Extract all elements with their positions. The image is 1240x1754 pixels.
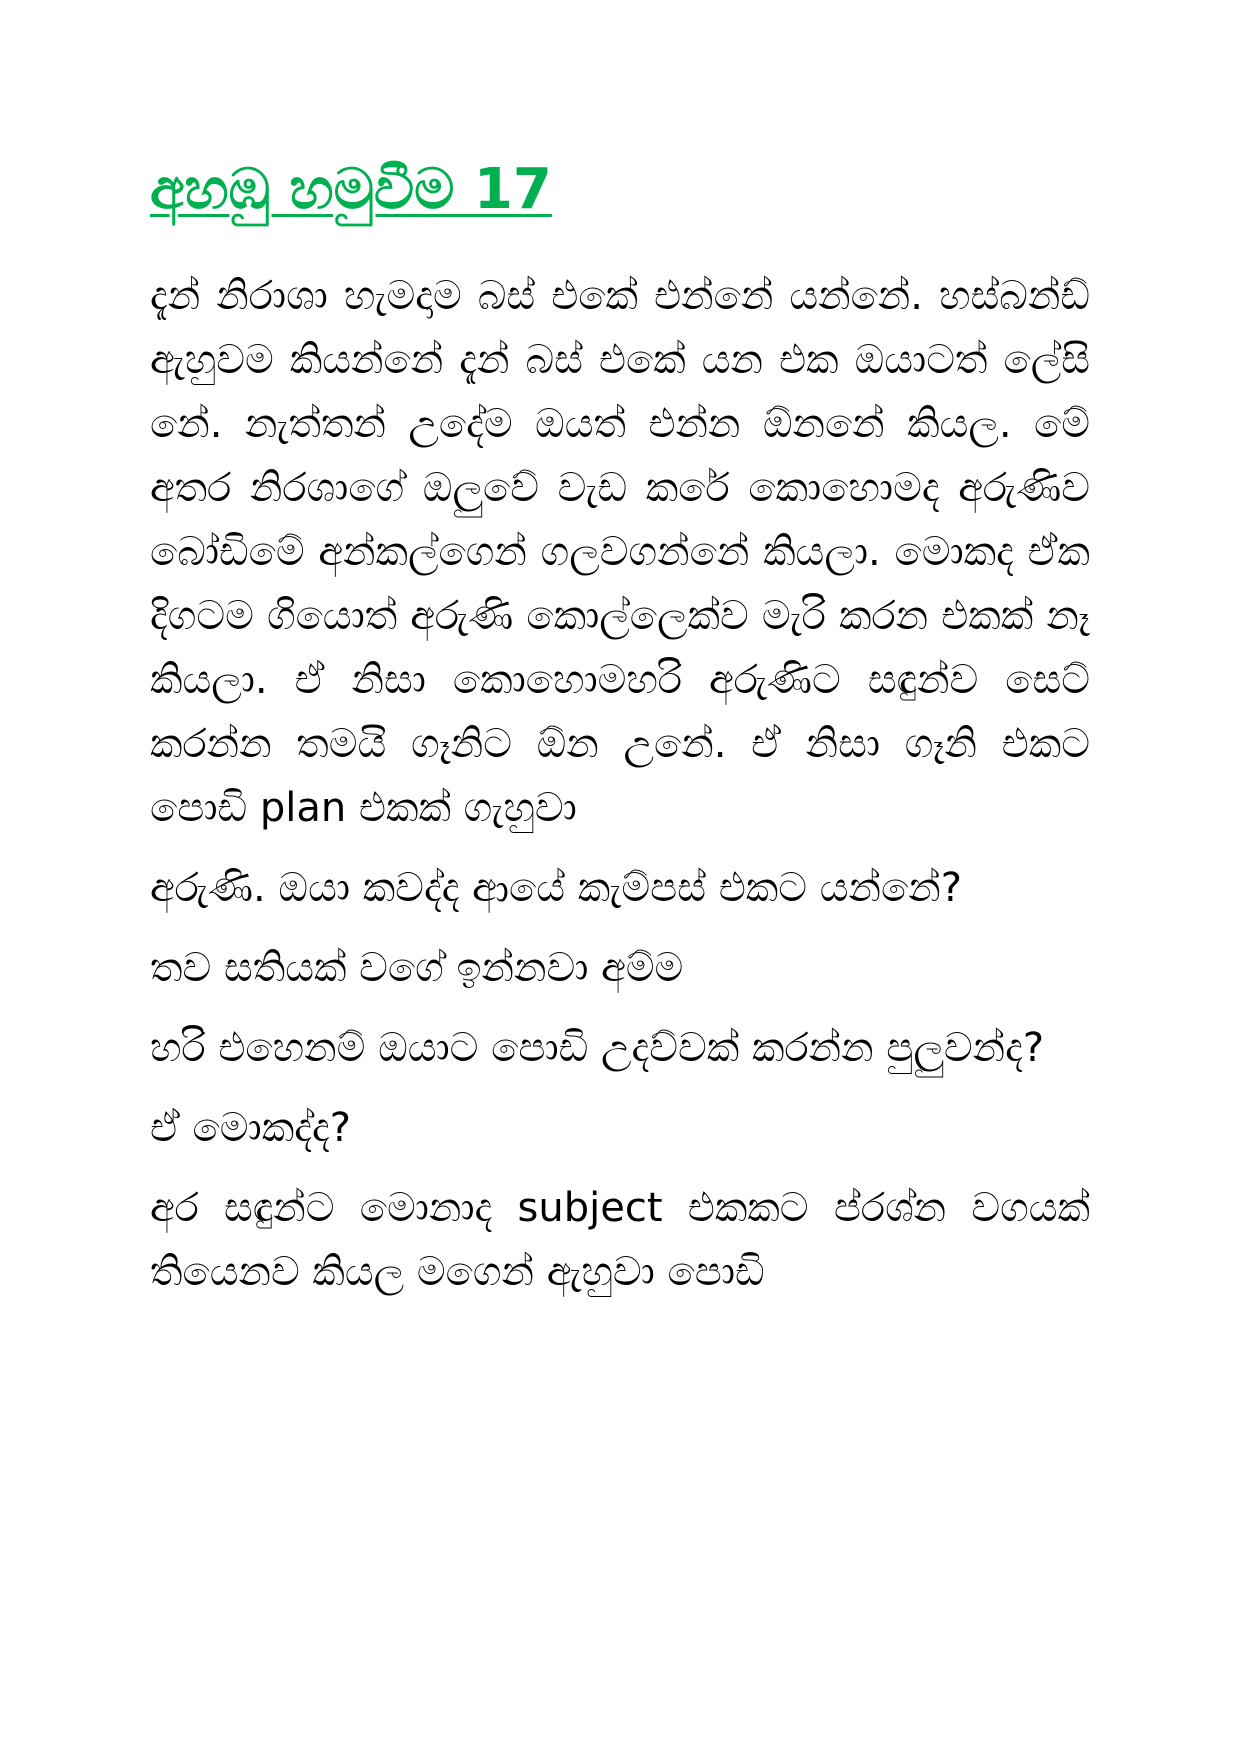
dialogue-line: අර සඳුන්ට මොනාද subject එකකට ප්රශ්න වගයක් තියෙනව කියල මගෙන් ඇහුවා පොඩි bbox=[150, 1185, 1090, 1295]
dialogue-line: හරි එහෙනම් ඔයාට පොඩි උදව්වක් කරන්න පුලුවන්ද? bbox=[150, 1025, 1045, 1071]
chapter-title: අහඹු හමුවීම 17 bbox=[150, 157, 552, 222]
document-page bbox=[150, 150, 1090, 1320]
dialogue-line: තව සතියක් වගේ ඉන්නවා අම්ම bbox=[150, 945, 684, 991]
dialogue-line: අරුණි. ඔයා කවද්ද ආයේ කැම්පස් එකට යන්නේ? bbox=[150, 865, 962, 911]
story-paragraph: දැන් නිරාශා හැමදාම බස් එකේ එන්නේ යන්නේ. හස්බන්ඩ් ඇහුවම කියන්නේ දැන් බස් එකේ යන එක ඔයාටත් ලේසි නේ. නැත්තන් උදේම ඔයත් එන්න ඕනනේ කියල. මේ අතර නිරශාගේ ඔලුවේ වැඩ කරේ කොහොමද අරුණිව බෝඩිමේ අන්කල්ගෙන් ගලවගන්නේ කියලා. මොකද ඒක දිගටම ගියොත් අරුණි කොල්ලෙක්ව මැරි කරන එකක් නෑ කියලා. ඒ නිසා කොහොමහරි අරුණිට සඳුන්ව සෙට් කරන්න තමයි ගෑනිට ඕන උනේ. ඒ නිසා ගෑනි එකට පොඩි plan එකක් ගැහුවා bbox=[150, 273, 1090, 831]
dialogue-line: ඒ මොකද්ද? bbox=[150, 1105, 351, 1151]
